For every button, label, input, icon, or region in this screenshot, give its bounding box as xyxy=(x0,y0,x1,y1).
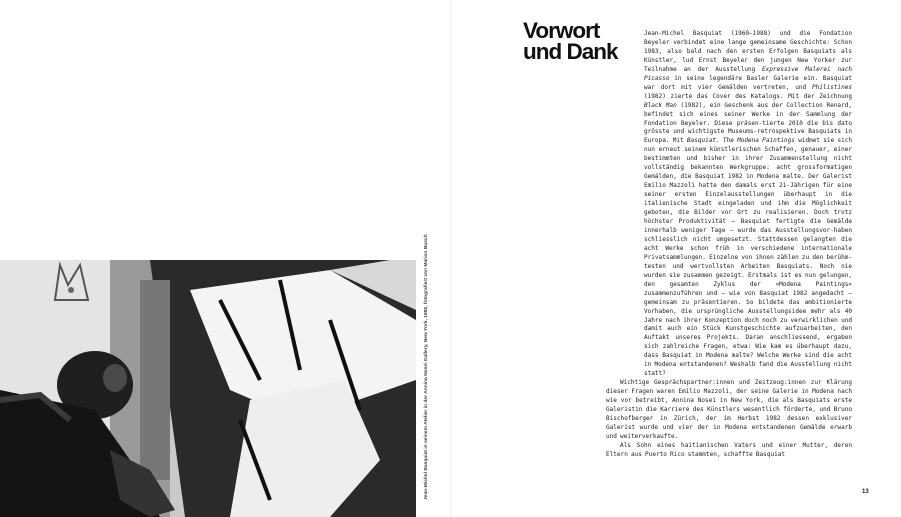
photo-caption-text: Jean-Michel Basquiat in seinem Atelier in der Annina Nosei Gallery, New York, 1982, fotografiert von Marion Busch xyxy=(424,234,429,500)
page-gutter xyxy=(450,0,451,517)
photo-caption xyxy=(420,234,434,500)
text-run: widmet sie sich nun erneut seinem künstlerischen Schaffen, genauer, einer bestimmten und bisher in ihrer Zusammenstellung nicht vollständig bekannten Werkgruppe: acht grossformatigen Gemälden, die Basquiat 1982 in Modena malte. Der Galerist Emilio Mazzoli hatte den damals erst 21-Jährigen für eine seiner ersten Einzelausstellungen überhaupt in die italienische Stadt eingeladen und ihm die Möglichkeit geboten, die Bilder vor Ort zu realisieren. Doch trotz höchster Produktivität – Basquiat fertigte die Gemälde innerhalb weniger Tage – wurde das Ausstellungsvor-haben schliesslich nicht umgesetzt. Stattdessen gelangten die acht Werke schon früh in verschiedene internationale Privatsammlungen. Einzelne von ihnen zählen zu den berühm-testen und wertvollsten Arbeiten Basquiats. Noch nie wurden sie zusammen gezeigt. Erstmals ist es nun gelungen, den gesamten Zyklus der »Modena Paintings« zusammenzuführen und – wie von Basquiat 1982 angedacht – gemeinsam zu präsentieren. So bildete das ambitionierte Vorhaben, die ursprüngliche Ausstellungsidee mehr als 40 Jahre nach ihrer Konzeption doch noch zu verwirklichen und damit auch ein Stück Kunstgeschichte aufzuarbeiten, den Auftakt unseres Projekts. Daran anschliessend, ergaben sich zahlreiche Fragen, etwa: Wie kam es überhaupt dazu, dass Basquiat in Modena malte? Welche Werke sind die acht in Modena entstandenen? Weshalb fand die Ausstellung nicht statt? xyxy=(644,137,853,378)
page-title-line-1: Vorwort xyxy=(523,18,600,43)
page-title-line-2: und Dank xyxy=(523,39,618,64)
artist-studio-photo xyxy=(0,260,416,517)
italic-title-run: Philistines xyxy=(811,83,852,91)
paragraph-2: Wichtige Gesprächspartner:innen und Zeitzeug:innen zur Klärung dieser Fragen waren Emilio Mazzoli, der seine Galerie in Modena nach wie vor betreibt, Annina Nosei in New York, die als Basquiats erste Galeristin die Karriere des Künstlers wesentlich förderte, und Bruno Bischofberger in Zürich, der im Herbst 1982 dessen exklusiver Galerist wurde und vier der in Modena entstandenen Gemälde erwarb und weiterverkaufte. xyxy=(606,379,852,440)
text-run: (1982) zierte das Cover des Katalogs. Mit der Zeichnung xyxy=(644,92,852,100)
italic-title-run: Black Man xyxy=(644,101,677,109)
italic-title-run: Basquiat. The Modena Paintings xyxy=(686,137,795,145)
text-run: (1982), ein Geschenk aus der Collection Renard, befindet sich eines seiner Werke in der Sammlung der Fondation Beyeler. Diese präsen-tierte 2010 die bis dato grösste und wichtigste Museums-retrospektive Basquiats in Europa. Mit xyxy=(644,101,852,145)
paragraph-1 xyxy=(606,30,852,379)
text-run: in seine legendäre Basler Galerie ein. Basquiat war dort mit vier Gemälden vertreten, und xyxy=(644,74,852,91)
body-text xyxy=(606,30,852,460)
text-run: Jean-Michel Basquiat (1960–1988) und die Fondation Beyeler verbindet eine lange gemeinsame Geschichte: Schon 1983, also bald nach den ersten Erfolgen Basquiats als Künstler, lud Ernst Beyeler den jungen New Yorker zur Teilnahme an der Ausstellung xyxy=(644,30,852,73)
italic-title-run: Expressive Malerei nach Picasso xyxy=(644,65,853,82)
paragraph-3: Als Sohn eines haitianischen Vaters und einer Mutter, deren Eltern aus Puerto Rico stammten, schaffte Basquiat xyxy=(606,441,852,458)
page-number: 13 xyxy=(862,489,869,495)
